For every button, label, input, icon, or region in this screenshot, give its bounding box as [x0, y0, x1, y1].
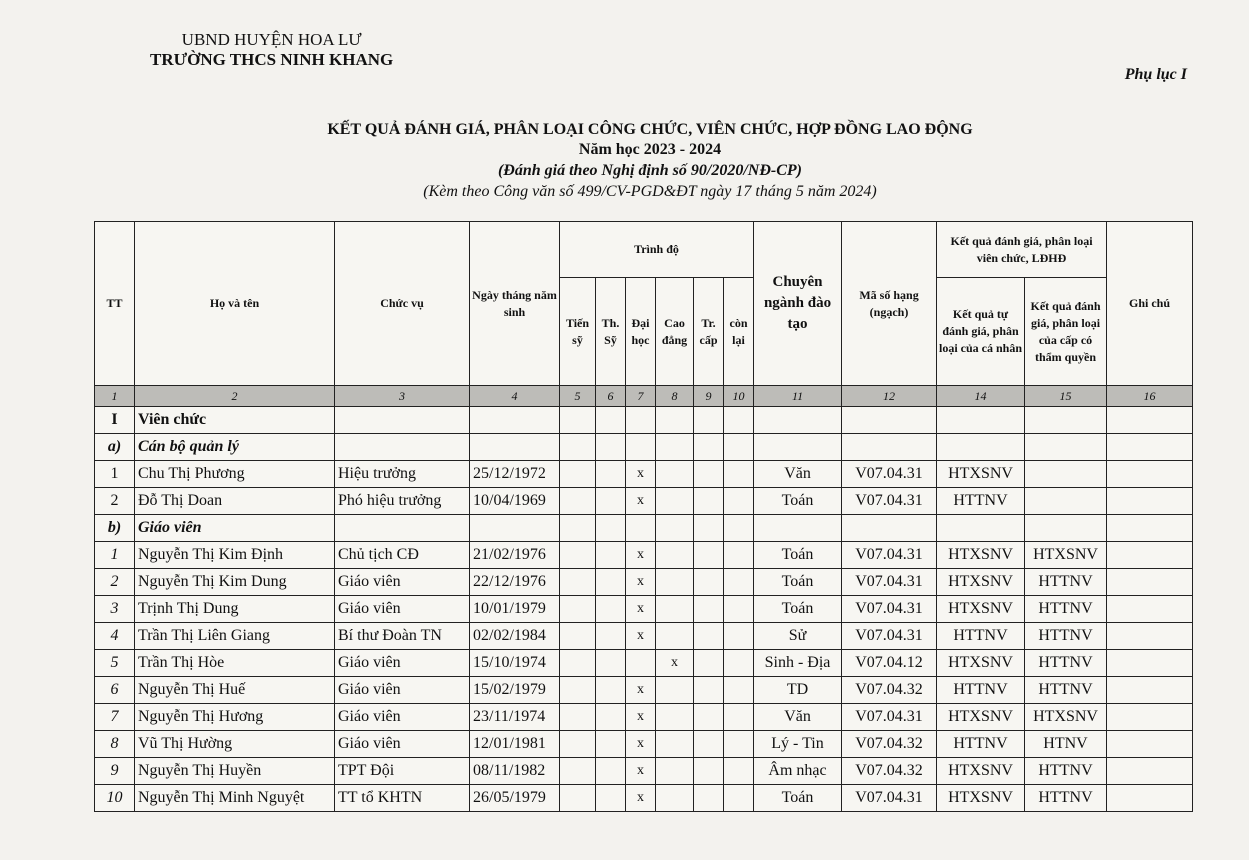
level-con-lai	[724, 461, 754, 488]
note	[1107, 731, 1193, 758]
note	[1107, 596, 1193, 623]
employee-major: Toán	[754, 569, 842, 596]
note	[1107, 623, 1193, 650]
authority-result: HTTNV	[1025, 596, 1107, 623]
note	[1107, 488, 1193, 515]
subsection-number: a)	[95, 434, 135, 461]
employee-major: Sinh - Địa	[754, 650, 842, 677]
section-label: Viên chức	[135, 407, 335, 434]
self-result: HTXSNV	[937, 596, 1025, 623]
level-cao-dang	[656, 596, 694, 623]
level-tien-sy	[560, 623, 596, 650]
note	[1107, 569, 1193, 596]
level-thac-sy	[596, 488, 626, 515]
level-con-lai	[724, 758, 754, 785]
table-row	[95, 488, 1193, 515]
level-dai-hoc: x	[626, 758, 656, 785]
level-cao-dang	[656, 542, 694, 569]
level-trung-cap	[694, 569, 724, 596]
col-number: 4	[470, 386, 560, 407]
level-con-lai	[724, 704, 754, 731]
level-thac-sy	[596, 677, 626, 704]
col-header-note: Ghi chú	[1107, 222, 1193, 386]
col-number: 7	[626, 386, 656, 407]
section-row	[95, 407, 1193, 434]
level-con-lai	[724, 596, 754, 623]
employee-position: Giáo viên	[335, 704, 470, 731]
employee-name: Chu Thị Phương	[135, 461, 335, 488]
table-row	[95, 569, 1193, 596]
employee-name: Trần Thị Liên Giang	[135, 623, 335, 650]
authority-result: HTTNV	[1025, 569, 1107, 596]
level-tien-sy	[560, 596, 596, 623]
level-con-lai	[724, 542, 754, 569]
employee-position: Giáo viên	[335, 596, 470, 623]
employee-name: Nguyễn Thị Minh Nguyệt	[135, 785, 335, 812]
level-con-lai	[724, 731, 754, 758]
level-dai-hoc: x	[626, 596, 656, 623]
level-thac-sy	[596, 731, 626, 758]
row-number: 3	[95, 596, 135, 623]
subsection-row	[95, 515, 1193, 542]
level-con-lai	[724, 677, 754, 704]
self-result: HTTNV	[937, 488, 1025, 515]
row-number: 7	[95, 704, 135, 731]
dispatch-reference: (Kèm theo Công văn số 499/CV-PGD&ĐT ngày 17 tháng 5 năm 2024)	[423, 183, 877, 200]
level-dai-hoc: x	[626, 461, 656, 488]
employee-dob: 10/01/1979	[470, 596, 560, 623]
col-header-con-lai: còn lại	[724, 278, 754, 386]
employee-dob: 15/02/1979	[470, 677, 560, 704]
authority-result	[1025, 461, 1107, 488]
employee-name: Đỗ Thị Doan	[135, 488, 335, 515]
level-thac-sy	[596, 704, 626, 731]
authority-result: HTTNV	[1025, 650, 1107, 677]
employee-name: Vũ Thị Hường	[135, 731, 335, 758]
table-row	[95, 461, 1193, 488]
col-header-tien-sy: Tiến sỹ	[560, 278, 596, 386]
self-result: HTTNV	[937, 731, 1025, 758]
level-tien-sy	[560, 650, 596, 677]
col-header-result-group: Kết quả đánh giá, phân loại viên chức, LĐHĐ	[937, 222, 1107, 278]
employee-position: Chủ tịch CĐ	[335, 542, 470, 569]
employee-position: TPT Đội	[335, 758, 470, 785]
level-tien-sy	[560, 785, 596, 812]
level-cao-dang: x	[656, 650, 694, 677]
employee-position: Bí thư Đoàn TN	[335, 623, 470, 650]
level-con-lai	[724, 650, 754, 677]
col-number: 2	[135, 386, 335, 407]
row-number: 4	[95, 623, 135, 650]
level-tien-sy	[560, 704, 596, 731]
appendix-label: Phụ lục I	[1124, 66, 1187, 83]
employee-position: Phó hiệu trưởng	[335, 488, 470, 515]
table-row	[95, 650, 1193, 677]
level-cao-dang	[656, 704, 694, 731]
row-number: 6	[95, 677, 135, 704]
level-trung-cap	[694, 623, 724, 650]
level-tien-sy	[560, 731, 596, 758]
row-number: 8	[95, 731, 135, 758]
level-trung-cap	[694, 785, 724, 812]
authority-result: HTTNV	[1025, 758, 1107, 785]
col-header-rank-code: Mã số hạng (ngạch)	[842, 222, 937, 386]
level-con-lai	[724, 488, 754, 515]
document-titles	[240, 119, 1060, 202]
note	[1107, 542, 1193, 569]
rank-code: V07.04.31	[842, 461, 937, 488]
col-number: 8	[656, 386, 694, 407]
level-tien-sy	[560, 677, 596, 704]
table-row	[95, 704, 1193, 731]
self-result: HTXSNV	[937, 650, 1025, 677]
employee-major: Văn	[754, 704, 842, 731]
table-row	[95, 542, 1193, 569]
level-cao-dang	[656, 785, 694, 812]
level-con-lai	[724, 623, 754, 650]
employee-name: Trịnh Thị Dung	[135, 596, 335, 623]
self-result: HTXSNV	[937, 542, 1025, 569]
level-thac-sy	[596, 650, 626, 677]
self-result: HTTNV	[937, 623, 1025, 650]
employee-dob: 26/05/1979	[470, 785, 560, 812]
table-row	[95, 731, 1193, 758]
level-dai-hoc: x	[626, 623, 656, 650]
rank-code: V07.04.31	[842, 569, 937, 596]
subsection-label: Cán bộ quản lý	[135, 434, 335, 461]
subsection-label: Giáo viên	[135, 515, 335, 542]
level-tien-sy	[560, 542, 596, 569]
level-tien-sy	[560, 569, 596, 596]
level-trung-cap	[694, 461, 724, 488]
self-result: HTXSNV	[937, 569, 1025, 596]
subsection-number: b)	[95, 515, 135, 542]
employee-dob: 25/12/1972	[470, 461, 560, 488]
level-trung-cap	[694, 758, 724, 785]
col-number: 9	[694, 386, 724, 407]
level-cao-dang	[656, 461, 694, 488]
employee-position: Giáo viên	[335, 569, 470, 596]
rank-code: V07.04.31	[842, 488, 937, 515]
authority-result: HTTNV	[1025, 785, 1107, 812]
col-number: 15	[1025, 386, 1107, 407]
level-thac-sy	[596, 623, 626, 650]
employee-dob: 22/12/1976	[470, 569, 560, 596]
employee-position: Giáo viên	[335, 677, 470, 704]
rank-code: V07.04.31	[842, 596, 937, 623]
rank-code: V07.04.32	[842, 731, 937, 758]
employee-name: Nguyễn Thị Huế	[135, 677, 335, 704]
col-header-position: Chức vụ	[335, 222, 470, 386]
employee-dob: 12/01/1981	[470, 731, 560, 758]
table-row	[95, 785, 1193, 812]
employee-name: Nguyễn Thị Kim Dung	[135, 569, 335, 596]
row-number: 1	[95, 461, 135, 488]
employee-name: Nguyễn Thị Kim Định	[135, 542, 335, 569]
employee-name: Trần Thị Hòe	[135, 650, 335, 677]
col-header-dai-hoc: Đại học	[626, 278, 656, 386]
row-number: 2	[95, 569, 135, 596]
note	[1107, 758, 1193, 785]
rank-code: V07.04.32	[842, 677, 937, 704]
self-result: HTXSNV	[937, 704, 1025, 731]
col-header-authority-result: Kết quả đánh giá, phân loại của cấp có thẩm quyền	[1025, 278, 1107, 386]
section-number: I	[95, 407, 135, 434]
col-number: 5	[560, 386, 596, 407]
table-row	[95, 758, 1193, 785]
employee-major: Âm nhạc	[754, 758, 842, 785]
level-tien-sy	[560, 461, 596, 488]
column-number-row	[95, 386, 1193, 407]
issuing-organization	[150, 30, 393, 70]
employee-dob: 08/11/1982	[470, 758, 560, 785]
district-committee: UBND HUYỆN HOA LƯ	[181, 30, 362, 49]
level-dai-hoc: x	[626, 704, 656, 731]
employee-dob: 15/10/1974	[470, 650, 560, 677]
school-name: TRƯỜNG THCS NINH KHANG	[150, 50, 394, 69]
employee-major: Văn	[754, 461, 842, 488]
employee-name: Nguyễn Thị Hương	[135, 704, 335, 731]
employee-dob: 23/11/1974	[470, 704, 560, 731]
level-trung-cap	[694, 677, 724, 704]
level-dai-hoc: x	[626, 569, 656, 596]
level-thac-sy	[596, 785, 626, 812]
employee-position: Hiệu trưởng	[335, 461, 470, 488]
level-dai-hoc: x	[626, 677, 656, 704]
self-result: HTXSNV	[937, 785, 1025, 812]
employee-dob: 21/02/1976	[470, 542, 560, 569]
level-dai-hoc	[626, 650, 656, 677]
note	[1107, 677, 1193, 704]
authority-result: HTNV	[1025, 731, 1107, 758]
level-dai-hoc: x	[626, 731, 656, 758]
employee-major: Sử	[754, 623, 842, 650]
employee-major: Toán	[754, 488, 842, 515]
note	[1107, 704, 1193, 731]
level-cao-dang	[656, 758, 694, 785]
level-dai-hoc: x	[626, 488, 656, 515]
employee-major: Toán	[754, 596, 842, 623]
col-number: 1	[95, 386, 135, 407]
col-number: 14	[937, 386, 1025, 407]
col-header-major: Chuyên ngành đào tạo	[754, 222, 842, 386]
level-thac-sy	[596, 569, 626, 596]
row-number: 10	[95, 785, 135, 812]
employee-name: Nguyễn Thị Huyền	[135, 758, 335, 785]
col-header-dob: Ngày tháng năm sinh	[470, 222, 560, 386]
rank-code: V07.04.32	[842, 758, 937, 785]
employee-position: Giáo viên	[335, 731, 470, 758]
col-header-thac-sy: Th. Sỹ	[596, 278, 626, 386]
document-title: KẾT QUẢ ĐÁNH GIÁ, PHÂN LOẠI CÔNG CHỨC, VIÊN CHỨC, HỢP ĐỒNG LAO ĐỘNG	[327, 121, 973, 138]
authority-result	[1025, 488, 1107, 515]
employee-major: Toán	[754, 542, 842, 569]
level-dai-hoc: x	[626, 785, 656, 812]
level-thac-sy	[596, 758, 626, 785]
level-cao-dang	[656, 731, 694, 758]
authority-result: HTXSNV	[1025, 704, 1107, 731]
col-header-level-group: Trình độ	[560, 222, 754, 278]
level-cao-dang	[656, 677, 694, 704]
col-header-trung-cap: Tr. cấp	[694, 278, 724, 386]
note	[1107, 461, 1193, 488]
employee-dob: 10/04/1969	[470, 488, 560, 515]
employee-major: TD	[754, 677, 842, 704]
col-number: 16	[1107, 386, 1193, 407]
note	[1107, 785, 1193, 812]
employee-position: Giáo viên	[335, 650, 470, 677]
col-number: 3	[335, 386, 470, 407]
col-number: 10	[724, 386, 754, 407]
col-header-tt: TT	[95, 222, 135, 386]
level-thac-sy	[596, 542, 626, 569]
table-row	[95, 596, 1193, 623]
employee-position: TT tổ KHTN	[335, 785, 470, 812]
table-row	[95, 677, 1193, 704]
teachers-group	[95, 542, 1193, 812]
row-number: 9	[95, 758, 135, 785]
level-tien-sy	[560, 488, 596, 515]
level-dai-hoc: x	[626, 542, 656, 569]
col-header-self-result: Kết quả tự đánh giá, phân loại của cá nhân	[937, 278, 1025, 386]
level-con-lai	[724, 569, 754, 596]
employee-dob: 02/02/1984	[470, 623, 560, 650]
level-tien-sy	[560, 758, 596, 785]
rank-code: V07.04.12	[842, 650, 937, 677]
level-cao-dang	[656, 488, 694, 515]
level-trung-cap	[694, 650, 724, 677]
col-header-name: Họ và tên	[135, 222, 335, 386]
level-trung-cap	[694, 731, 724, 758]
subsection-row	[95, 434, 1193, 461]
level-trung-cap	[694, 704, 724, 731]
table-row	[95, 623, 1193, 650]
employee-major: Toán	[754, 785, 842, 812]
authority-result: HTTNV	[1025, 677, 1107, 704]
rank-code: V07.04.31	[842, 542, 937, 569]
rank-code: V07.04.31	[842, 704, 937, 731]
employee-major: Lý - Tin	[754, 731, 842, 758]
level-trung-cap	[694, 596, 724, 623]
self-result: HTXSNV	[937, 758, 1025, 785]
school-year: Năm học 2023 - 2024	[578, 141, 722, 158]
self-result: HTXSNV	[937, 461, 1025, 488]
col-header-cao-dang: Cao đẳng	[656, 278, 694, 386]
authority-result: HTTNV	[1025, 623, 1107, 650]
rank-code: V07.04.31	[842, 623, 937, 650]
authority-result: HTXSNV	[1025, 542, 1107, 569]
level-cao-dang	[656, 569, 694, 596]
row-number: 1	[95, 542, 135, 569]
row-number: 2	[95, 488, 135, 515]
level-trung-cap	[694, 542, 724, 569]
rank-code: V07.04.31	[842, 785, 937, 812]
evaluation-table	[94, 221, 1193, 812]
level-cao-dang	[656, 623, 694, 650]
managers-group	[95, 461, 1193, 515]
note	[1107, 650, 1193, 677]
level-trung-cap	[694, 488, 724, 515]
level-thac-sy	[596, 461, 626, 488]
level-thac-sy	[596, 596, 626, 623]
col-number: 12	[842, 386, 937, 407]
row-number: 5	[95, 650, 135, 677]
col-number: 11	[754, 386, 842, 407]
col-number: 6	[596, 386, 626, 407]
self-result: HTTNV	[937, 677, 1025, 704]
level-con-lai	[724, 785, 754, 812]
decree-reference: (Đánh giá theo Nghị định số 90/2020/NĐ-CP)	[497, 162, 803, 179]
